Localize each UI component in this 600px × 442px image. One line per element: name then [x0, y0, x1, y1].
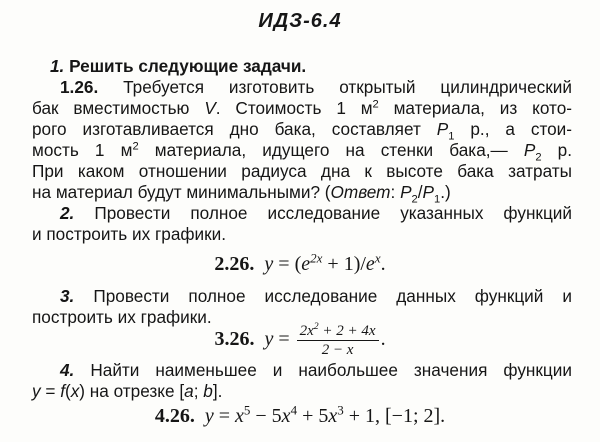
var-v: V: [204, 98, 216, 118]
math: + 5: [297, 405, 329, 427]
section-number: 3.: [60, 286, 75, 306]
section-2-line-1: [60, 203, 572, 223]
math: = (: [273, 253, 302, 275]
section-2-line-2: и построить их графики.: [32, 224, 227, 244]
var-y: y: [264, 253, 274, 275]
numerator: [297, 320, 379, 341]
text: ].: [212, 381, 223, 401]
var-x: x: [235, 405, 244, 427]
var-x: x: [281, 405, 291, 427]
math: =: [213, 405, 235, 427]
problem-1-line-6: [32, 182, 572, 206]
exponent: x: [374, 250, 381, 266]
section-heading-text: Решить следующие задачи.: [69, 56, 307, 76]
var-x: x: [70, 381, 80, 401]
text: на материал будут минимальными? (: [32, 182, 331, 202]
section-3-line-2: построить их графики.: [32, 307, 212, 327]
subscript: 2: [535, 151, 542, 164]
section-4-line-1: [60, 360, 572, 380]
var-p: P: [400, 182, 412, 202]
problem-1-line-1: [60, 77, 572, 97]
var-e: e: [365, 253, 375, 275]
problem-1-line-4: [32, 140, 572, 164]
subscript: 1: [434, 193, 441, 206]
exponent: 2: [313, 320, 319, 332]
text: ;: [193, 381, 204, 401]
formula-number: 3.26.: [214, 328, 255, 350]
formula-4-26: [0, 404, 600, 428]
answer-label: Ответ: [330, 182, 391, 202]
exponent: 5: [243, 402, 251, 418]
superscript: 2: [372, 98, 379, 111]
text: бак вместимостью: [32, 98, 205, 118]
var-x: x: [328, 405, 338, 427]
problem-1-line-5: При каком отношении радиуса дна к высоте бака затраты: [32, 161, 572, 181]
text: /: [417, 182, 423, 202]
fraction: [297, 320, 379, 358]
exponent: 4: [290, 402, 298, 418]
text: .): [440, 182, 451, 202]
problem-number: 1.26.: [60, 77, 99, 97]
text: рого изготавливается дно бака, составляет: [32, 119, 437, 139]
var-y: y: [264, 328, 274, 350]
text: материала, из кото-: [378, 98, 572, 118]
text: Требуется изготовить открытый цилиндрический: [123, 77, 572, 97]
text: (: [64, 381, 71, 401]
superscript: 2: [132, 140, 139, 153]
text: :: [390, 182, 401, 202]
exponent: 2x: [310, 250, 323, 266]
section-number: 4.: [60, 360, 75, 380]
text: Провести полное исследование данных функций и: [93, 286, 572, 306]
text: материала, идущего на стенки бака,—: [138, 140, 524, 160]
text: р., а стои-: [454, 119, 573, 139]
text: ) на отрезке [: [79, 381, 185, 401]
subscript: 1: [448, 130, 455, 143]
subscript: 2: [411, 193, 418, 206]
var-e: e: [301, 253, 311, 275]
text: =: [40, 381, 61, 401]
var-p: P: [422, 182, 434, 202]
text: мость 1 м: [32, 140, 133, 160]
problem-1-line-3: [32, 119, 573, 143]
math: + 1, [−1; 2].: [343, 405, 446, 427]
math: .: [380, 328, 386, 350]
formula-number: 4.26.: [154, 405, 195, 427]
denominator: 2 − x: [321, 341, 354, 358]
problem-1-line-2: [32, 98, 572, 118]
var-y: y: [204, 405, 214, 427]
section-4-line-2: [32, 381, 577, 401]
var-p: P: [436, 119, 449, 139]
section-number: 1.: [50, 56, 65, 76]
var-p: P: [523, 140, 536, 160]
var-b: b: [203, 381, 213, 401]
text: Найти наименьшее и наибольшее значения функции: [90, 360, 572, 380]
text: р.: [541, 140, 572, 160]
section-1-heading: [50, 56, 570, 76]
section-3-line-1: [60, 286, 572, 306]
text: Провести полное исследование указанных функций: [94, 203, 573, 223]
math: .: [380, 253, 386, 275]
section-number: 2.: [60, 203, 75, 223]
var-a: a: [184, 381, 194, 401]
formula-number: 2.26.: [214, 253, 255, 275]
exponent: 3: [337, 402, 344, 418]
math: =: [273, 328, 295, 350]
math: − 5: [250, 405, 282, 427]
math: + 2 + 4x: [318, 322, 376, 339]
formula-2-26: [0, 252, 600, 276]
page-title: ИДЗ-6.4: [258, 10, 342, 32]
formula-3-26: [0, 318, 600, 360]
math: 2x: [299, 322, 314, 339]
var-y: y: [32, 381, 41, 401]
text: . Стоимость 1 м: [215, 98, 373, 118]
var-f: f: [60, 381, 65, 401]
math: + 1)/: [322, 253, 366, 275]
